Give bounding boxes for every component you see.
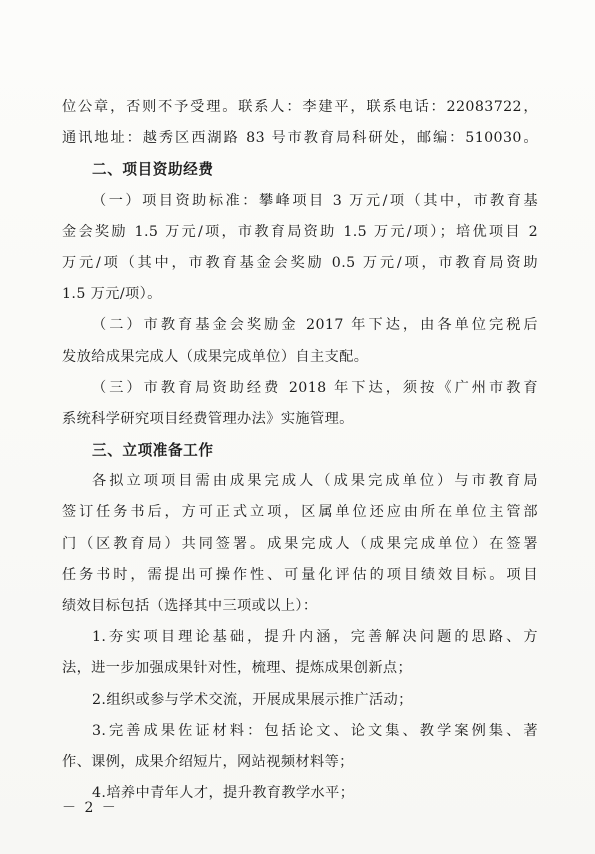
- paragraph-line: 1.5 万元/项）。: [62, 286, 162, 303]
- paragraph-line: 位公章，否则不予受理。联系人：李建平，联系电话：22083722，: [62, 99, 538, 115]
- document-body: [62, 92, 538, 809]
- page-number: － 2 －: [62, 800, 118, 816]
- list-item-line: 2.组织或参与学术交流，开展成果展示推广活动；: [92, 691, 413, 708]
- paragraph-line: 任务书时，需提出可操作性、可量化评估的项目绩效目标。项目: [62, 566, 538, 583]
- section-heading-preparation: 三、立项准备工作: [92, 442, 214, 460]
- list-item-line: 4.培养中青年人才，提升教育教学水平；: [92, 785, 355, 802]
- paragraph-line: 绩效目标包括（选择其中三项或以上）：: [62, 598, 318, 614]
- paragraph-line: （三）市教育局资助经费 2018 年下达，须按《广州市教育: [92, 379, 538, 396]
- list-item-line: 法，进一步加强成果针对性，梳理、提炼成果创新点；: [62, 660, 413, 677]
- paragraph-line: 通讯地址：越秀区西湖路 83 号市教育局科研处，邮编：510030。: [62, 130, 538, 147]
- list-item-line: 3.完善成果佐证材料：包括论文、论文集、教学案例集、著: [92, 722, 538, 739]
- paragraph-line: （二）市教育基金会奖励金 2017 年下达，由各单位完税后: [92, 317, 538, 334]
- list-item-line: 1.夯实项目理论基础，提升内涵，完善解决问题的思路、方: [92, 629, 538, 646]
- paragraph-line: 万元/项（其中，市教育基金会奖励 0.5 万元/项，市教育局资助: [62, 254, 538, 271]
- paragraph-line: 签订任务书后，方可正式立项，区属单位还应由所在单位主管部: [62, 504, 538, 521]
- paragraph-line: 门（区教育局）共同签署。成果完成人（成果完成单位）在签署: [62, 535, 538, 552]
- list-item-line: 作、课例，成果介绍短片，网站视频材料等；: [62, 753, 354, 770]
- section-heading-funding: 二、项目资助经费: [92, 161, 214, 179]
- paragraph-line: 系统科学研究项目经费管理办法》实施管理。: [62, 410, 354, 427]
- paragraph-line: （一）项目资助标准：攀峰项目 3 万元/项（其中，市教育基: [92, 192, 538, 209]
- paragraph-line: 金会奖励 1.5 万元/项，市教育局资助 1.5 万元/项）；培优项目 2: [62, 223, 538, 240]
- paragraph-line: 发放给成果完成人（成果完成单位）自主支配。: [62, 348, 369, 365]
- paragraph-line: 各拟立项项目需由成果完成人（成果完成单位）与市教育局: [92, 473, 538, 490]
